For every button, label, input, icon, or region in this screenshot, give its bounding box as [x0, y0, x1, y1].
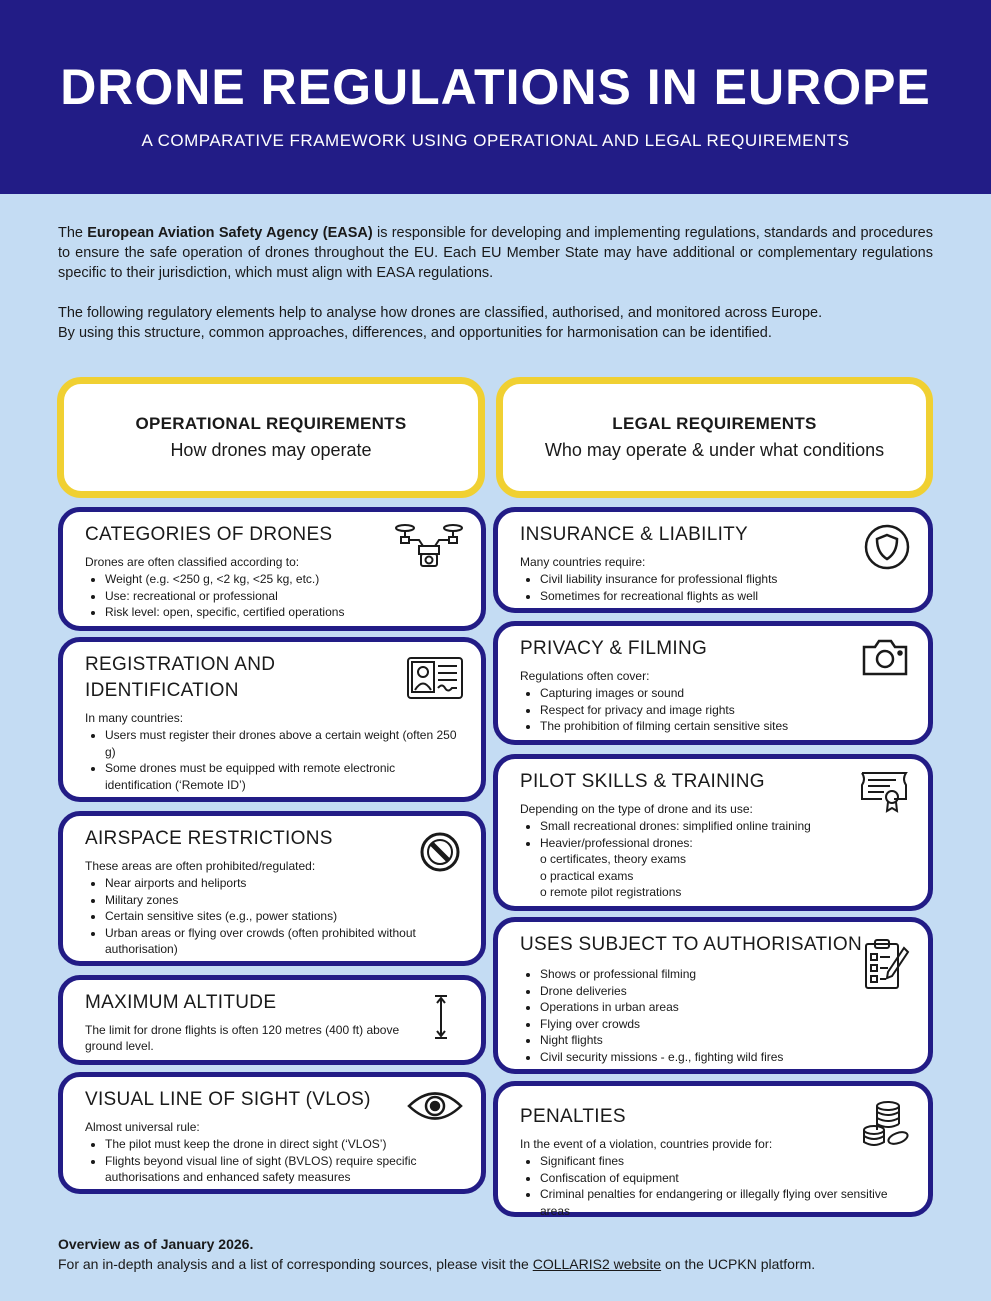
- list-item: • Operations in urban areas: [540, 999, 906, 1016]
- list-item: • Military zones: [105, 892, 459, 909]
- list-item: • Night flights: [540, 1032, 906, 1049]
- list-item: • Certain sensitive sites (e.g., power stations): [105, 908, 459, 925]
- shield-icon: [864, 524, 910, 570]
- card-categories-of-drones: CATEGORIES OF DRONES Drones are often classified according to: • Weight (e.g. <250 g, <2 kg, <25 kg, etc.) • Use: recreational or professional • Risk level: open, specific, certified operations: [58, 507, 486, 631]
- easa-name: European Aviation Safety Agency (EASA): [87, 225, 373, 241]
- list-item: • Civil liability insurance for professional flights: [540, 571, 906, 588]
- eye-icon: [407, 1089, 463, 1123]
- intro-paragraph-2: The following regulatory elements help to analyse how drones are classified, authorised, and monitored across Europe. By using this structure, common approaches, differences, and opportunities for harmonisation can be identified.: [58, 305, 823, 341]
- card-penalties: PENALTIES In the event of a violation, countries provide for: • Significant fines • Confiscation of equipment • Criminal penalties for endangering or illegally flying over sensitive areas: [493, 1081, 933, 1217]
- id-card-icon: [407, 657, 463, 699]
- operational-requirements-box: OPERATIONAL REQUIREMENTS How drones may operate: [57, 377, 485, 498]
- footer-note: For an in-depth analysis and a list of corresponding sources, please visit the COLLARIS2 website on the UCPKN platform.: [58, 1256, 816, 1272]
- camera-icon: [862, 638, 908, 676]
- card-visual-line-of-sight: VISUAL LINE OF SIGHT (VLOS) Almost universal rule: • The pilot must keep the drone in direct sight (‘VLOS’) • Flights beyond visual line of sight (BVLOS) require specific authorisations and enhanced safety measures: [58, 1072, 486, 1194]
- card-uses-subject-to-authorisation: USES SUBJECT TO AUTHORISATION • Shows or professional filming • Drone deliveries • Operations in urban areas • Flying over crowds • Night flights • Civil security missions - e.g., fighting wild fires: [493, 917, 933, 1074]
- prohibited-icon: [419, 831, 461, 873]
- footer: [58, 1234, 815, 1274]
- list-item: • Risk level: open, specific, certified operations: [105, 604, 459, 621]
- card-maximum-altitude: MAXIMUM ALTITUDE The limit for drone flights is often 120 metres (400 ft) above ground level.: [58, 975, 486, 1065]
- list-item: • Criminal penalties for endangering or illegally flying over sensitive areas: [540, 1186, 906, 1219]
- list-item: • Shows or professional filming: [540, 966, 906, 983]
- height-arrow-icon: [433, 994, 449, 1040]
- footer-date: Overview as of January 2026.: [58, 1236, 254, 1252]
- header-banner: [0, 0, 991, 194]
- list-item: • Respect for privacy and image rights: [540, 702, 906, 719]
- list-item: • Urban areas or flying over crowds (often prohibited without authorisation): [105, 925, 459, 958]
- list-item: • Civil security missions - e.g., fighting wild fires: [540, 1049, 906, 1066]
- sub-list-item: o certificates, theory exams: [540, 852, 687, 866]
- list-item: • Some drones must be equipped with remote electronic identification (‘Remote ID’): [105, 760, 459, 793]
- list-item: • The prohibition of filming certain sensitive sites: [540, 718, 906, 735]
- list-item: • Significant fines: [540, 1153, 906, 1170]
- card-airspace-restrictions: AIRSPACE RESTRICTIONS These areas are often prohibited/regulated: • Near airports and heliports • Military zones • Certain sensitive sites (e.g., power stations) • Urban areas or flying over crowds (often prohibited without authorisation): [58, 811, 486, 966]
- intro-paragraph-1: The European Aviation Safety Agency (EASA) is responsible for developing and implementing regulations, standards and procedures to ensure the safe operation of drones throughout the EU. Each EU Member State may have additional or complementary regulations specific to their jurisdiction, which must align with EASA regulations.: [58, 225, 933, 281]
- list-item: • Drone deliveries: [540, 983, 906, 1000]
- list-item: • Confiscation of equipment: [540, 1170, 906, 1187]
- page-title: DRONE REGULATIONS IN EUROPE: [60, 59, 931, 115]
- list-item: • Use: recreational or professional: [105, 588, 459, 605]
- list-item: • Users must register their drones above a certain weight (often 250 g): [105, 727, 459, 760]
- list-item: • Capturing images or sound: [540, 685, 906, 702]
- page-subtitle: A COMPARATIVE FRAMEWORK USING OPERATIONAL AND LEGAL REQUIREMENTS: [141, 131, 850, 150]
- sub-list-item: o remote pilot registrations: [540, 885, 682, 899]
- certificate-icon: [860, 771, 910, 813]
- coins-icon: [862, 1100, 910, 1146]
- collaris2-website-link[interactable]: COLLARIS2 website: [532, 1256, 662, 1272]
- clipboard-icon: [864, 938, 910, 990]
- card-insurance-liability: INSURANCE & LIABILITY Many countries require: • Civil liability insurance for professional flights • Sometimes for recreational flights as well: [493, 507, 933, 613]
- list-item: • Small recreational drones: simplified online training: [540, 818, 906, 835]
- sub-list-item: o practical exams: [540, 868, 634, 883]
- card-pilot-skills-training: PILOT SKILLS & TRAINING Depending on the type of drone and its use: • Small recreational drones: simplified online training • Heavier/professional drones: o certificates, theory exams o practical exams o remote pilot registrations: [493, 754, 933, 911]
- card-registration-identification: REGISTRATION AND IDENTIFICATION In many countries: • Users must register their drones above a certain weight (often 250 g) • Some drones must be equipped with remote electronic identification (‘Remote ID’): [58, 637, 486, 802]
- list-item: • Flights beyond visual line of sight (BVLOS) require specific authorisations and enhanced safety measures: [105, 1153, 459, 1186]
- list-item: • Flying over crowds: [540, 1016, 906, 1033]
- list-item: • Heavier/professional drones:: [540, 835, 906, 852]
- list-item: • Near airports and heliports: [105, 875, 459, 892]
- card-privacy-filming: PRIVACY & FILMING Regulations often cover: • Capturing images or sound • Respect for privacy and image rights • The prohibition of filming certain sensitive sites: [493, 621, 933, 745]
- list-item: • The pilot must keep the drone in direct sight (‘VLOS’): [105, 1136, 459, 1153]
- drone-icon: [395, 522, 463, 568]
- legal-requirements-box: LEGAL REQUIREMENTS Who may operate & under what conditions: [496, 377, 933, 498]
- list-item: • Sometimes for recreational flights as well: [540, 588, 906, 605]
- list-item: • Weight (e.g. <250 g, <2 kg, <25 kg, etc.): [105, 571, 459, 588]
